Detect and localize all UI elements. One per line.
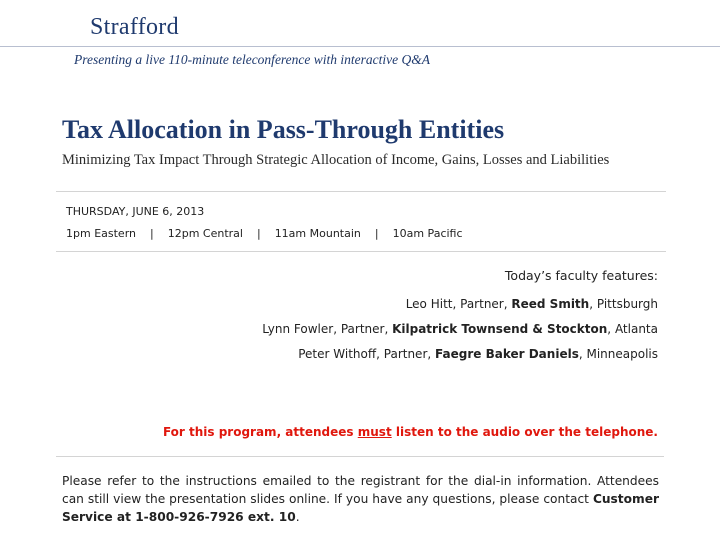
- tagline: Presenting a live 110‑minute teleconference with interactive Q&A: [74, 52, 431, 67]
- faculty-name: Peter Withoff: [298, 347, 377, 361]
- time-eastern: 1pm Eastern: [66, 227, 136, 240]
- faculty-title: Partner: [340, 322, 385, 336]
- faculty-firm: Reed Smith: [511, 297, 590, 311]
- divider-top: [56, 191, 666, 192]
- faculty-member: Lynn Fowler, Partner, Kilpatrick Townsend & Stockton, Atlanta: [262, 322, 658, 336]
- faculty-city: Atlanta: [614, 322, 658, 336]
- faculty-heading: Today’s faculty features:: [504, 268, 658, 283]
- time-mountain: 11am Mountain: [274, 227, 361, 240]
- strafford-logo: Strafford: [90, 14, 179, 40]
- faculty-firm: Kilpatrick Townsend & Stockton: [392, 322, 608, 336]
- faculty-member: Leo Hitt, Partner, Reed Smith, Pittsburgh: [405, 297, 658, 311]
- faculty-city: Pittsburgh: [596, 297, 658, 311]
- emphasis-must: must: [357, 425, 392, 439]
- time-separator: |: [150, 227, 154, 240]
- time-separator: |: [256, 227, 261, 240]
- dial-in-instructions: Please refer to the instructions emailed to the registrant for the dial-in information. Attendees can still view the presentation slides online. If you have any questions, please contact Customer Service at 1-800-926-7926 ext. 10.: [62, 474, 659, 524]
- divider-bottom: [56, 456, 664, 457]
- faculty-title: Partner: [460, 297, 504, 311]
- audio-notice: For this program, attendees must listen to the audio over the telephone.: [162, 425, 658, 439]
- time-separator: |: [374, 227, 379, 240]
- customer-service-contact: Customer Service at 1-800-926-7926 ext. 10: [62, 492, 659, 524]
- faculty-city: Minneapolis: [586, 347, 658, 361]
- header-divider: [0, 46, 720, 47]
- faculty-name: Lynn Fowler: [262, 322, 334, 336]
- faculty-title: Partner: [383, 347, 428, 361]
- event-date: THURSDAY, JUNE 6, 2013: [66, 205, 205, 218]
- faculty-name: Leo Hitt: [405, 297, 453, 311]
- time-central: 12pm Central: [167, 227, 243, 240]
- page-subtitle: Minimizing Tax Impact Through Strategic Allocation of Income, Gains, Losses and Liabilities: [62, 152, 610, 168]
- event-times: [66, 227, 463, 240]
- time-pacific: 10am Pacific: [392, 227, 463, 240]
- faculty-firm: Faegre Baker Daniels: [435, 347, 579, 361]
- faculty-member: Peter Withoff, Partner, Faegre Baker Daniels, Minneapolis: [298, 347, 658, 361]
- divider-middle: [56, 251, 666, 252]
- faculty-section: [262, 268, 658, 372]
- page-title: Tax Allocation in Pass-Through Entities: [62, 115, 505, 144]
